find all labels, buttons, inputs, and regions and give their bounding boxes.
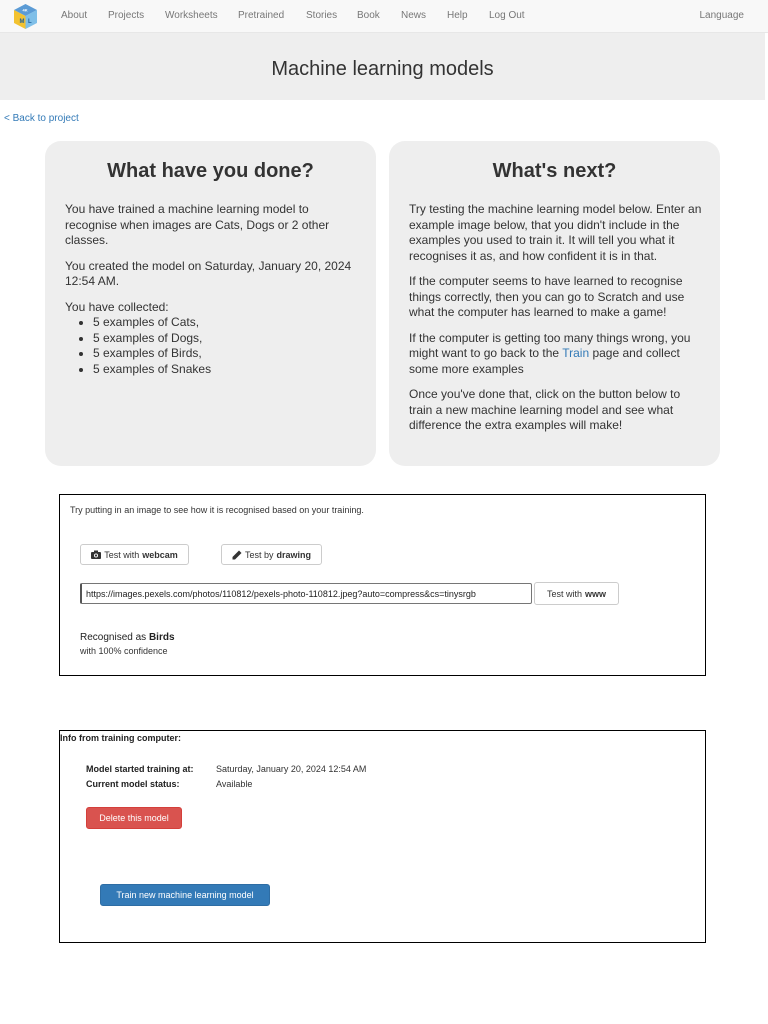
delete-model-button[interactable]: Delete this model xyxy=(86,807,182,829)
done-heading: What have you done? xyxy=(107,160,314,182)
next-paragraph: If the computer seems to have learned to recognise things correctly, then you can go to Scratch and use what the computer has learned to make a game! xyxy=(409,274,685,319)
button-label: Test with xyxy=(104,549,140,560)
button-label: Test with xyxy=(546,588,582,599)
list-item: • 5 examples of Snakes xyxy=(93,362,358,378)
test-with-webcam-button[interactable] xyxy=(80,544,189,565)
navbar xyxy=(0,0,768,33)
nav-projects[interactable]: Projects xyxy=(108,10,145,21)
nav-book[interactable]: Book xyxy=(357,10,380,21)
test-by-drawing-button[interactable] xyxy=(221,544,322,565)
status-label: Current model status: xyxy=(86,779,180,789)
button-label-bold: webcam xyxy=(142,549,178,560)
training-info-box xyxy=(59,730,706,943)
result-label: Birds xyxy=(148,632,175,643)
started-value: Saturday, January 20, 2024 12:54 AM xyxy=(216,764,367,774)
done-body xyxy=(65,202,358,377)
info-title: Info from training computer: xyxy=(60,733,181,743)
result-prefix: Recognised as xyxy=(80,632,147,643)
page-title: Machine learning models xyxy=(271,58,494,80)
done-paragraph: You have collected: xyxy=(65,299,169,314)
test-intro-text: Try putting in an image to see how it is recognised based on your training. xyxy=(70,505,364,515)
nav-pretrained[interactable]: Pretrained xyxy=(238,10,285,21)
nav-worksheets[interactable]: Worksheets xyxy=(165,10,218,21)
result-confidence: with 100% confidence xyxy=(80,646,168,656)
done-paragraph: You have trained a machine learning model to recognise when images are Cats, Dogs or 2 other classes. xyxy=(65,202,330,247)
recognition-result xyxy=(80,632,175,643)
train-new-model-button[interactable]: Train new machine learning model xyxy=(100,884,270,906)
page-header xyxy=(0,33,765,100)
camera-icon xyxy=(91,550,101,559)
button-label: Test by xyxy=(244,549,274,560)
nav-log-out[interactable]: Log Out xyxy=(489,10,525,21)
next-paragraph xyxy=(409,331,702,378)
list-item: • 5 examples of Cats, xyxy=(93,315,358,331)
whats-next-panel xyxy=(389,141,720,466)
back-to-project-link[interactable]: < Back to project xyxy=(4,113,79,124)
next-heading: What's next? xyxy=(492,160,617,182)
text-span: page and collect some more examples xyxy=(409,346,680,376)
nav-help[interactable]: Help xyxy=(447,10,468,21)
button-label-bold: www xyxy=(585,588,607,599)
list-item: • 5 examples of Birds, xyxy=(93,346,358,362)
nav-language[interactable]: Language xyxy=(699,10,744,21)
text-span: If the computer is getting too many things wrong, you might want to go back to the xyxy=(409,330,691,360)
nav-about[interactable]: About xyxy=(61,10,88,21)
svg-text:L: L xyxy=(28,19,32,25)
next-paragraph: Once you've done that, click on the button below to train a new machine learning model and see what difference the extra examples will make! xyxy=(409,387,681,432)
done-paragraph: You created the model on Saturday, January 20, 2024 12:54 AM. xyxy=(65,258,352,288)
ml4k-cube-logo-icon[interactable] xyxy=(12,3,39,30)
nav-news[interactable]: News xyxy=(401,10,427,21)
image-url-input[interactable] xyxy=(80,583,532,604)
next-paragraph: Try testing the machine learning model below. Enter an example image below, that you didn't include in the examples you used to train it. It will tell you what it recognises it as, and how confident it is in that. xyxy=(409,202,702,263)
test-with-www-button[interactable] xyxy=(534,582,619,605)
status-value: Available xyxy=(216,779,253,789)
next-body xyxy=(409,202,702,444)
nav-stories[interactable]: Stories xyxy=(306,10,338,21)
svg-text:M: M xyxy=(19,19,25,25)
train-link[interactable]: Train xyxy=(562,346,590,360)
pencil-icon xyxy=(232,550,242,560)
what-have-you-done-panel xyxy=(45,141,376,466)
test-model-box xyxy=(59,494,706,676)
collected-list xyxy=(93,315,358,377)
button-label-bold: drawing xyxy=(276,549,312,560)
started-label: Model started training at: xyxy=(86,764,194,774)
svg-text:4K: 4K xyxy=(22,7,28,13)
list-item: • 5 examples of Dogs, xyxy=(93,331,358,347)
